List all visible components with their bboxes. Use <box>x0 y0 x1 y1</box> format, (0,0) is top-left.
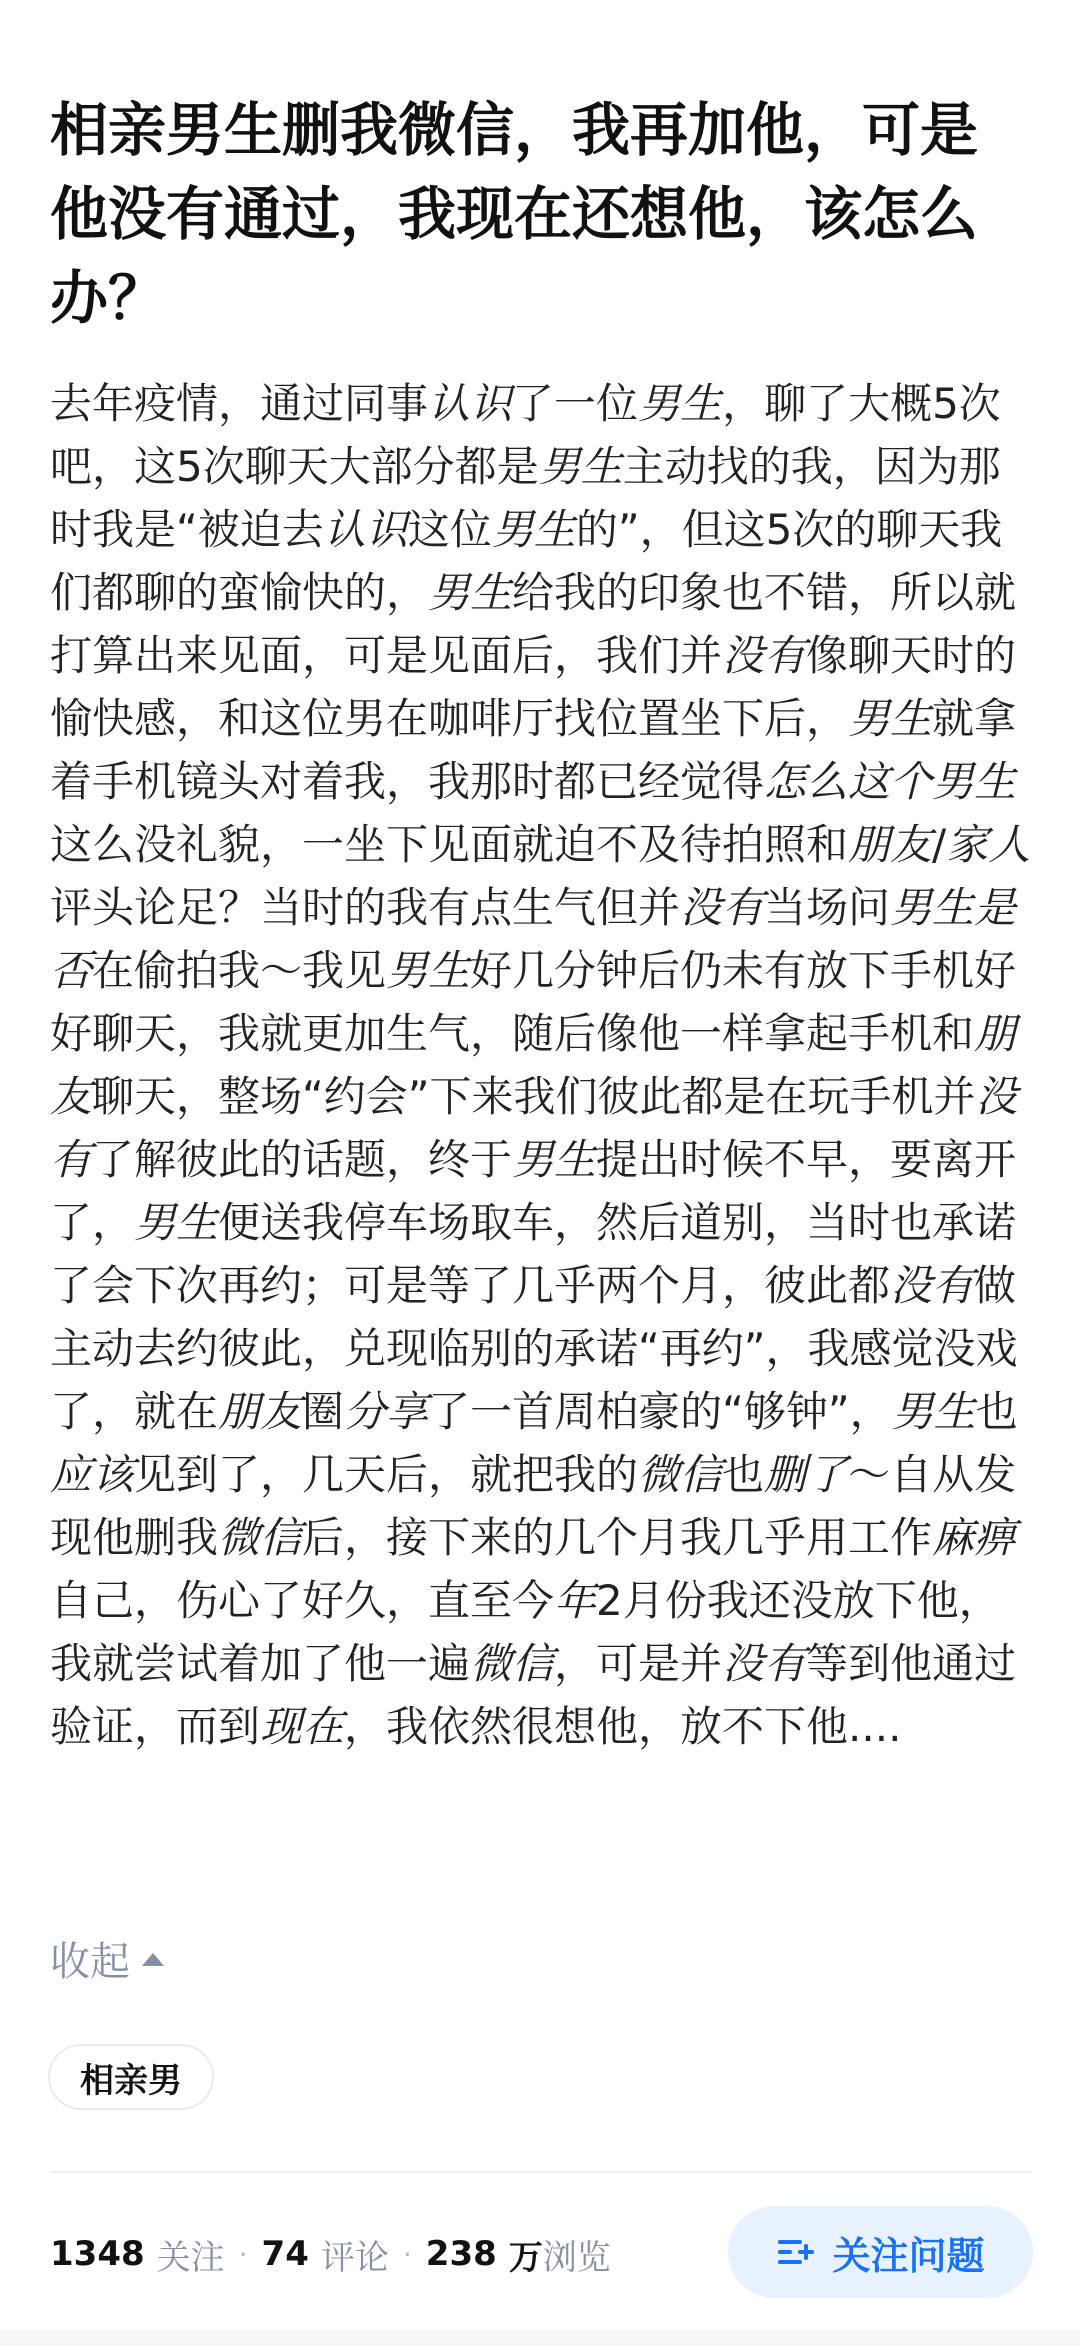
body-text: 这位 <box>407 505 492 554</box>
body-text: 了解彼此的话题，终于 <box>92 1135 513 1184</box>
body-emphasis: 现在 <box>260 1702 345 1751</box>
body-text: 了一首周柏豪的“够钟”， <box>428 1387 892 1436</box>
body-emphasis: 男生 <box>386 946 471 995</box>
divider <box>50 2171 1032 2173</box>
body-text: 了一位 <box>512 379 639 428</box>
body-emphasis: 男生 <box>134 1198 219 1247</box>
question-title: 相亲男生删我微信，我再加他，可是他没有通过，我现在还想他，该怎么办？ <box>50 96 979 332</box>
body-emphasis: 没有 <box>680 883 765 932</box>
stat-separator: · <box>402 2237 412 2271</box>
body-text: ，聊了大概5次吧，这5次聊天大部分都是 <box>50 379 1001 491</box>
collapse-button[interactable] <box>50 1928 164 1988</box>
body-emphasis: 男生 <box>538 442 623 491</box>
body-text: 就拿着手机镜头对着我，我那时都已经觉得 <box>50 694 1017 806</box>
bottom-strip <box>0 2330 1080 2346</box>
body-emphasis: 微信 <box>470 1639 555 1688</box>
topic-tag[interactable]: 相亲男 <box>48 2044 214 2110</box>
body-emphasis: 年 <box>554 1576 597 1625</box>
body-text: 也 <box>722 1450 765 1499</box>
body-emphasis: 男生 <box>428 568 513 617</box>
body-text: 去年疫情，通过同事 <box>50 379 429 428</box>
body-text: 等到他通过验证，而到 <box>50 1639 1017 1751</box>
comments-count: 74 <box>261 2234 309 2274</box>
comments-label: 评论 <box>320 2237 389 2278</box>
add-follow-list-icon <box>776 2234 816 2270</box>
body-emphasis: 家人 <box>946 820 1031 869</box>
body-text: 便送我停车场取车，然后道别，当时也承诺了会下次再约；可是等了几乎两个月，彼此都 <box>50 1198 1017 1310</box>
follow-question-button[interactable] <box>728 2206 1033 2298</box>
body-emphasis: 微信 <box>218 1513 303 1562</box>
body-emphasis: 男生 <box>638 379 723 428</box>
body-emphasis: 没有 <box>890 1261 975 1310</box>
collapse-label: 收起 <box>50 1938 130 1985</box>
body-text: 做主动去约彼此，兑现临别的承诺“再约”，我感觉没戏了，就在 <box>50 1261 1018 1436</box>
body-text: ，我依然很想他，放不下他.... <box>344 1702 902 1751</box>
body-emphasis: 没有 <box>50 1072 1018 1184</box>
stat-separator: · <box>238 2237 248 2271</box>
body-text: 2月份我还没放下他，我就尝试着加了他一遍 <box>50 1576 1001 1688</box>
body-emphasis: 男生 <box>491 505 576 554</box>
body-text: 的”，但这5次的聊天我们都聊的蛮愉快的， <box>50 505 1003 617</box>
body-text: 当场问 <box>764 883 891 932</box>
body-emphasis: 删了 <box>764 1450 849 1499</box>
question-stats <box>50 2224 611 2284</box>
body-emphasis: 没有 <box>722 631 807 680</box>
body-text: 这么没礼貌，一坐下见面就迫不及待拍照和 <box>50 820 849 869</box>
body-emphasis: 男生 <box>848 694 933 743</box>
body-text: 好几分钟后仍未有放下手机好好聊天，我就更加生气，随后像他一样拿起手机和 <box>50 946 1017 1058</box>
body-text: ，可是并 <box>554 1639 723 1688</box>
body-emphasis: 男生 <box>891 1387 976 1436</box>
body-text: 评头论足？当时的我有点生气但并 <box>50 883 681 932</box>
caret-up-icon <box>142 1953 164 1966</box>
body-emphasis: 认识 <box>428 379 513 428</box>
body-text: 在偷拍我～我见 <box>92 946 387 995</box>
body-emphasis: 没有 <box>722 1639 807 1688</box>
body-emphasis: 认识 <box>323 505 408 554</box>
body-emphasis: 微信 <box>638 1450 723 1499</box>
followers-count: 1348 <box>50 2234 145 2274</box>
body-emphasis: 怎么这个男生 <box>764 757 1017 806</box>
views-label: 浏览 <box>542 2237 611 2278</box>
follow-question-label: 关注问题 <box>832 2233 985 2278</box>
body-text: / <box>932 820 947 869</box>
body-emphasis: 应该 <box>50 1450 135 1499</box>
body-emphasis: 男生是否 <box>50 883 1017 995</box>
body-emphasis: 男生 <box>512 1135 597 1184</box>
body-text: 后，接下来的几个月我几乎用工作 <box>302 1513 933 1562</box>
body-emphasis: 朋友 <box>218 1387 303 1436</box>
body-text: 给我的印象也不错，所以就打算出来见面，可是见面后，我们并 <box>50 568 1017 680</box>
body-text: 主动找的我，因为那时我是“被迫去 <box>50 442 1001 554</box>
body-text: 自己，伤心了好久，直至今 <box>50 1576 555 1625</box>
followers-label: 关注 <box>156 2237 225 2278</box>
body-emphasis: 麻痹 <box>932 1513 1017 1562</box>
body-text: ～自从发现他删我 <box>50 1450 1017 1562</box>
body-emphasis: 朋友 <box>50 1009 1017 1121</box>
views-unit: 万 <box>508 2237 543 2278</box>
body-text: 聊天，整场“约会”下来我们彼此都是在玩手机并 <box>92 1072 976 1121</box>
body-text: 圈 <box>302 1387 345 1436</box>
body-text: 提出时候不早，要离开了， <box>50 1135 1017 1247</box>
body-text: 也 <box>975 1387 1018 1436</box>
body-text: 像聊天时的愉快感，和这位男在咖啡厅找位置坐下后， <box>50 631 1017 743</box>
body-text: 见到了，几天后，就把我的 <box>134 1450 639 1499</box>
views-count: 238 <box>425 2234 497 2274</box>
question-body <box>50 372 1040 1758</box>
body-emphasis: 朋友 <box>848 820 933 869</box>
body-emphasis: 分享 <box>344 1387 429 1436</box>
